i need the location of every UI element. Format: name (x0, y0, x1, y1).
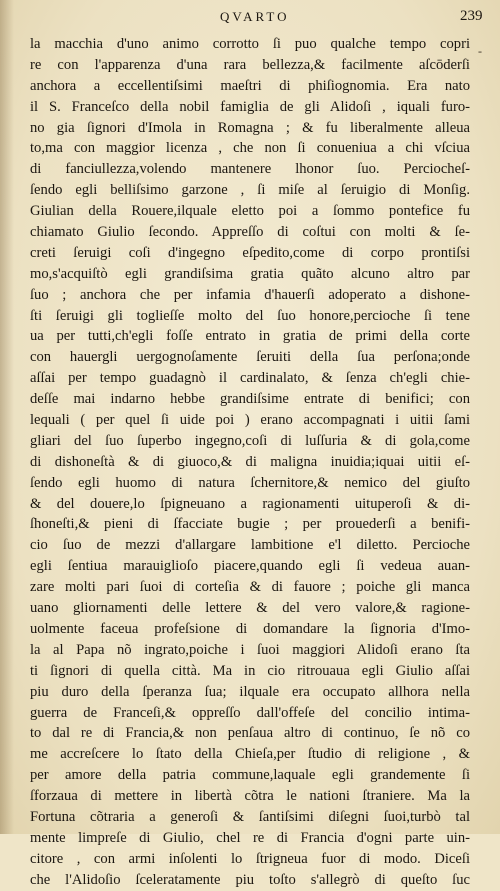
text-line: di fanciullezza,volendo mantenere lhonor ſuo. Perciocheſ- (30, 161, 470, 178)
text-line: ti ſignori di quella città. Ma in cio ritrouaua egli Giulio aſſai (30, 662, 470, 679)
text-line: di dishoneſtà & di giuoco,& di maligna inuidia;iquai uitii eſ- (30, 453, 470, 470)
text-line: & del douere,lo ſpigneuano a ragionamenti uituperoſi & di- (30, 495, 470, 512)
text-line: me accreſcere lo ſtato della Chieſa,per ſtudio di religione , & (30, 746, 470, 763)
text-line: egli ſentiua marauiglioſo piacere,quando egli ſi vedeua auan- (30, 558, 470, 575)
text-line: uolmente faceua profeſsione di domandare la ſignoria d'Imo- (30, 620, 470, 637)
text-line: ſendo egli huomo di natura ſchernitore,& nemico del giuſto (30, 474, 470, 491)
text-line: to dal re di Francia,& non penſaua altro di continuo, ſe nõ co (30, 725, 470, 742)
text-line: ſforzaua di mettere in libertà cõtra le nationi ſtraniere. Ma la (30, 788, 470, 805)
text-line: aſſai per tempo guadagnò il cardinalato, & ſenza ch'egli chie- (30, 370, 470, 387)
text-line: deſſe mai indarno hebbe grandiſsime entrate di benifici; con (30, 391, 470, 408)
text-line: con hauergli uergognoſamente ſeruiti della ſua perſona;onde (30, 349, 470, 366)
text-line: ſuo ; anchora che per infamia d'hauerſi adoperato a dishone- (30, 286, 470, 303)
text-line: che l'Alidoſio ſceleratamente piu toſto s'allegrò di queſto ſuc (30, 871, 470, 888)
running-head (0, 6, 500, 30)
text-line: zare molti pari ſuoi di corteſia & di fauore ; poiche gli manca (30, 579, 470, 596)
text-line: Giulian della Rouere,ilquale eletto poi a ſommo pontefice fu (30, 203, 470, 220)
text-line: no gia ſignori d'Imola in Romagna ; & fu liberalmente alleua (30, 119, 470, 136)
text-line: ſti ſeruigi gli toglieſſe molto del ſuo honore,percioche ſi tene (30, 307, 470, 324)
margin-mark: - (478, 44, 482, 58)
page-number: 239 (460, 8, 483, 24)
text-line: lequali ( per quel ſi uide poi ) erano accompagnati i uitii ſami (30, 412, 470, 429)
text-line: il S. Franceſco della nobil famiglia de gli Alidoſi , iquali furo- (30, 98, 470, 115)
text-line: anchora a eccellentiſsimi maeſtri di phiſiognomia. Era nato (30, 77, 470, 94)
text-line: mo,s'acquiſtò egli grandiſsima gratia quãto alcuno altro par (30, 265, 470, 282)
text-line: la al Papa nõ ingrato,poiche i ſuoi maggiori Alidoſi erano ſta (30, 641, 470, 658)
text-line: per amore della patria commune,laquale egli grandemente ſi (30, 767, 470, 784)
text-line: chiamato Giulio ſecondo. Appreſſo di coſtui con molti & ſe- (30, 224, 470, 241)
text-line: ſhoneſti,& pieni di ſfacciate bugie ; per prouederſi a benifi- (30, 516, 470, 533)
text-line: creti ſeruigi coſi d'ingegno eſpedito,come di corpo prontiſsi (30, 244, 470, 261)
text-line: to,ma con maggior licenza , che non ſi conueniua a chi vſciua (30, 140, 470, 157)
text-line: piu duro della ſperanza ſua; ilquale era occupato allhora nella (30, 683, 470, 700)
text-line: ſendo egli belliſsimo garzone , ſi miſe al ſeruigio di Monſig. (30, 182, 470, 199)
text-line: gliari del ſuo ſuperbo ingegno,coſi di luſſuria & di gola,come (30, 432, 470, 449)
text-line: re con l'apparenza d'una rara bellezza,& facilmente aſcōderſi (30, 56, 470, 73)
text-line: guerra de Franceſi,& oppreſſo dall'offeſe del concilio intima- (30, 704, 470, 721)
text-line: Fortuna cõtraria a generoſi & ſantiſsimi diſegni ſuoi,turbò tal (30, 808, 470, 825)
running-title: QVARTO (220, 9, 290, 24)
text-line: citore , con armi inſolenti lo ſtrigneua fuor di modo. Diceſi (30, 850, 470, 867)
gutter-shadow (0, 0, 14, 834)
body-text (30, 34, 470, 891)
text-line: uano gliornamenti delle lettere & del vero valore,& ragione- (30, 600, 470, 617)
text-line: mente limpreſe di Giulio, chel re di Francia d'ogni parte uin- (30, 829, 470, 846)
text-line: ua per tutti,ch'egli foſſe entrato in gratia de primi della corte (30, 328, 470, 345)
text-line: la macchia d'uno animo corrotto ſi puo qualche tempo copri (30, 36, 470, 52)
text-line: cio ſuo de mezzi d'allargare lambitione e'l diletto. Percioche (30, 537, 470, 554)
